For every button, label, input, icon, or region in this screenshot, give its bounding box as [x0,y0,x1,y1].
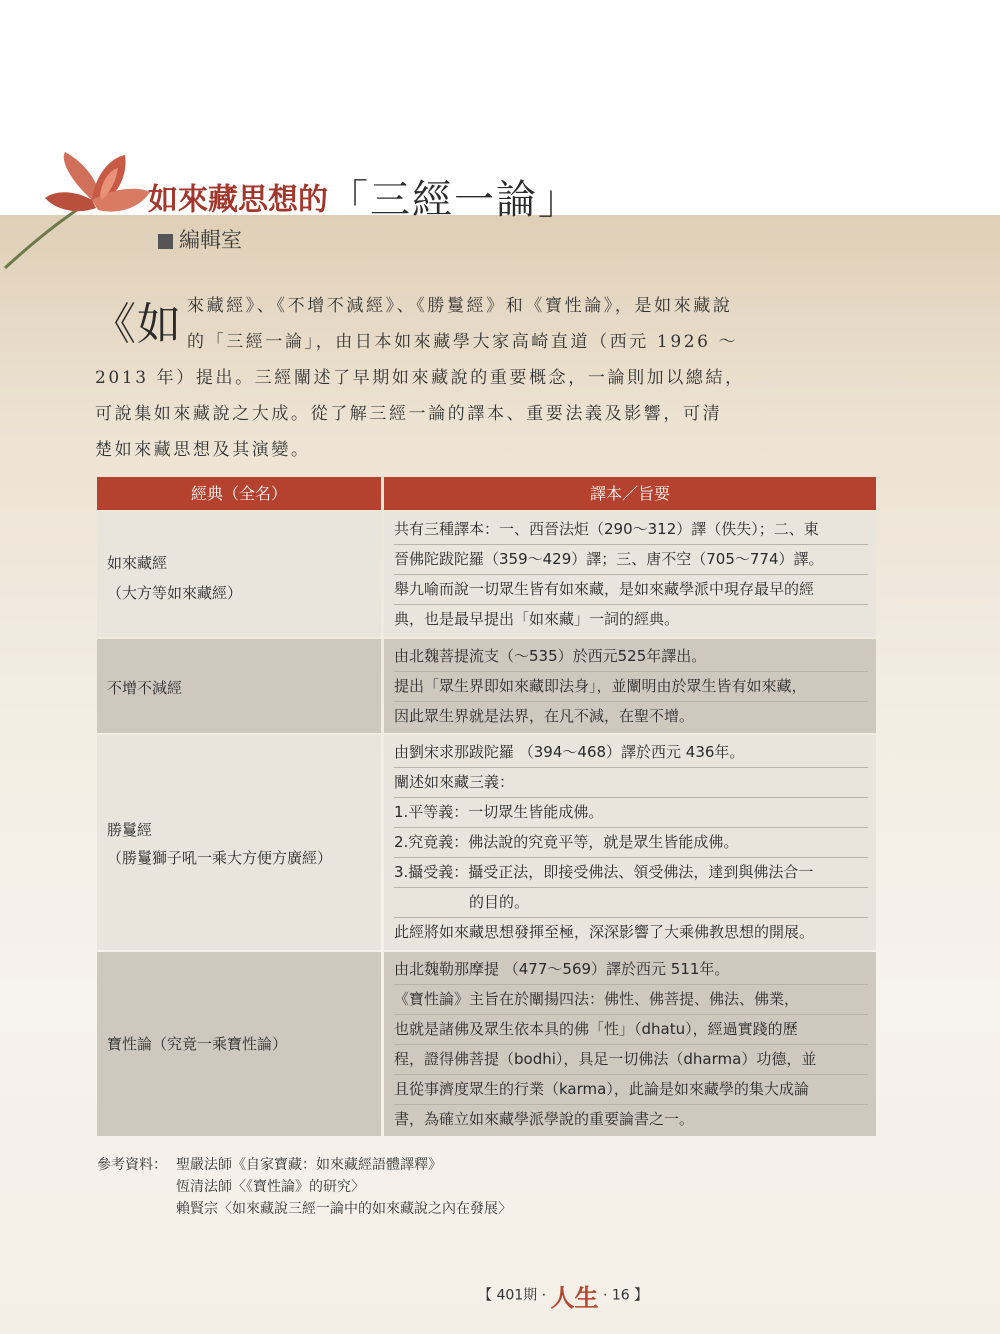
translation-line: 1.平等義：一切眾生皆能成佛。 [394,797,868,828]
table-row [97,952,876,1136]
title-highlight: 「三經一論」 [328,177,580,223]
sutra-name-cell [97,512,381,637]
intro-line: 2013 年）提出。三經闡述了早期如來藏說的重要概念，一論則加以總結， [95,368,745,388]
reference-item: 恆清法師〈《寶性論》的研究〉 [176,1179,365,1195]
author-line [158,224,242,254]
translation-line: 晉佛陀跋陀羅（359～429）譯；三、唐不空（705～774）譯。 [394,544,868,575]
reference-item: 賴賢宗〈如來藏說三經一論中的如來藏說之內在發展〉 [176,1201,512,1217]
translation-line: 3.攝受義：攝受正法，即接受佛法、領受佛法，達到與佛法合一 [394,857,868,888]
translation-line: 程，證得佛菩提（bodhi），具足一切佛法（dharma）功德，並 [394,1044,868,1075]
sutra-name-cell [97,735,381,950]
translation-line: 2.究竟義：佛法說的究竟平等，就是眾生皆能成佛。 [394,827,868,858]
translation-line: 舉九喻而說一切眾生皆有如來藏，是如來藏學派中現存最早的經 [394,574,868,605]
sutra-name: 不增不減經 [107,679,183,697]
translation-line: 由北魏勒那摩提 （477～569）譯於西元 511年。 [394,954,868,985]
page-footer [478,1278,648,1313]
translation-cell [384,952,876,1136]
translation-line: 提出「眾生界即如來藏即法身」，並闡明由於眾生皆有如來藏， [394,671,868,702]
table-header-sutra: 經典（全名） [97,477,381,510]
translation-cell [384,512,876,637]
translation-line: 因此眾生界就是法界，在凡不減，在聖不增。 [394,707,695,725]
intro-line: 的「三經一論」，由日本如來藏學大家高崎直道（西元 1926 ～ [187,332,739,352]
translation-line: 共有三種譯本：一、西晉法炬（290～312）譯（佚失）；二、東 [394,514,868,545]
author-name: 編輯室 [179,228,242,252]
intro-line: 楚如來藏思想及其演變。 [95,440,311,460]
translation-line: 的目的。 [394,887,868,918]
intro-line: 可說集如來藏說之大成。從了解三經一論的譯本、重要法義及影響，可清 [95,404,723,424]
drop-cap: 《如 [92,299,182,350]
sutra-name-cell [97,639,381,733]
references-label: 參考資料： [97,1157,167,1173]
translation-line: 闡述如來藏三義： [394,767,868,798]
sutra-name: 勝鬘經 [107,821,153,839]
translation-line: 《寶性論》主旨在於闡揚四法：佛性、佛菩提、佛法、佛業， [394,984,868,1015]
translation-line: 書，為確立如來藏學派學說的重要論書之一。 [394,1110,695,1128]
translation-line: 由劉宋求那跋陀羅 （394～468）譯於西元 436年。 [394,737,868,768]
sutra-fullname: （勝鬘獅子吼一乘大方便方廣經） [107,849,333,867]
intro-line: 來藏經》、《不增不減經》、《勝鬘經》和《寶性論》，是如來藏說 [187,296,733,316]
magazine-logo: 人生 [550,1283,599,1312]
translation-line: 典，也是最早提出「如來藏」一詞的經典。 [394,610,680,628]
sutra-name: 寶性論（究竟一乘寶性論） [107,1035,288,1053]
translation-line: 此經將如來藏思想發揮至極，深深影響了大乘佛教思想的開展。 [394,923,815,941]
sutra-name-cell [97,952,381,1136]
translation-line: 由北魏菩提流支（～535）於西元525年譯出。 [394,641,868,672]
author-marker-icon [158,234,173,249]
title-main: 如來藏思想的 [148,182,328,218]
sutra-fullname: （大方等如來藏經） [107,584,243,602]
translation-cell [384,735,876,950]
page-number: · 16 】 [602,1287,649,1304]
translation-cell [384,639,876,733]
table-row [97,512,876,637]
translation-line: 且從事濟度眾生的行業（karma），此論是如來藏學的集大成論 [394,1074,868,1105]
reference-item: 聖嚴法師《自家寶藏：如來藏經語體譯釋》 [176,1157,442,1173]
table-header-translation: 譯本／旨要 [384,477,876,510]
table-row [97,639,876,733]
table-row [97,735,876,950]
sutra-table [97,477,876,1136]
article-title [148,168,580,225]
issue-number: 【 401期 · [478,1287,547,1304]
sutra-name: 如來藏經 [107,554,168,572]
translation-line: 也就是諸佛及眾生依本具的佛「性」（dhatu），經過實踐的歷 [394,1014,868,1045]
